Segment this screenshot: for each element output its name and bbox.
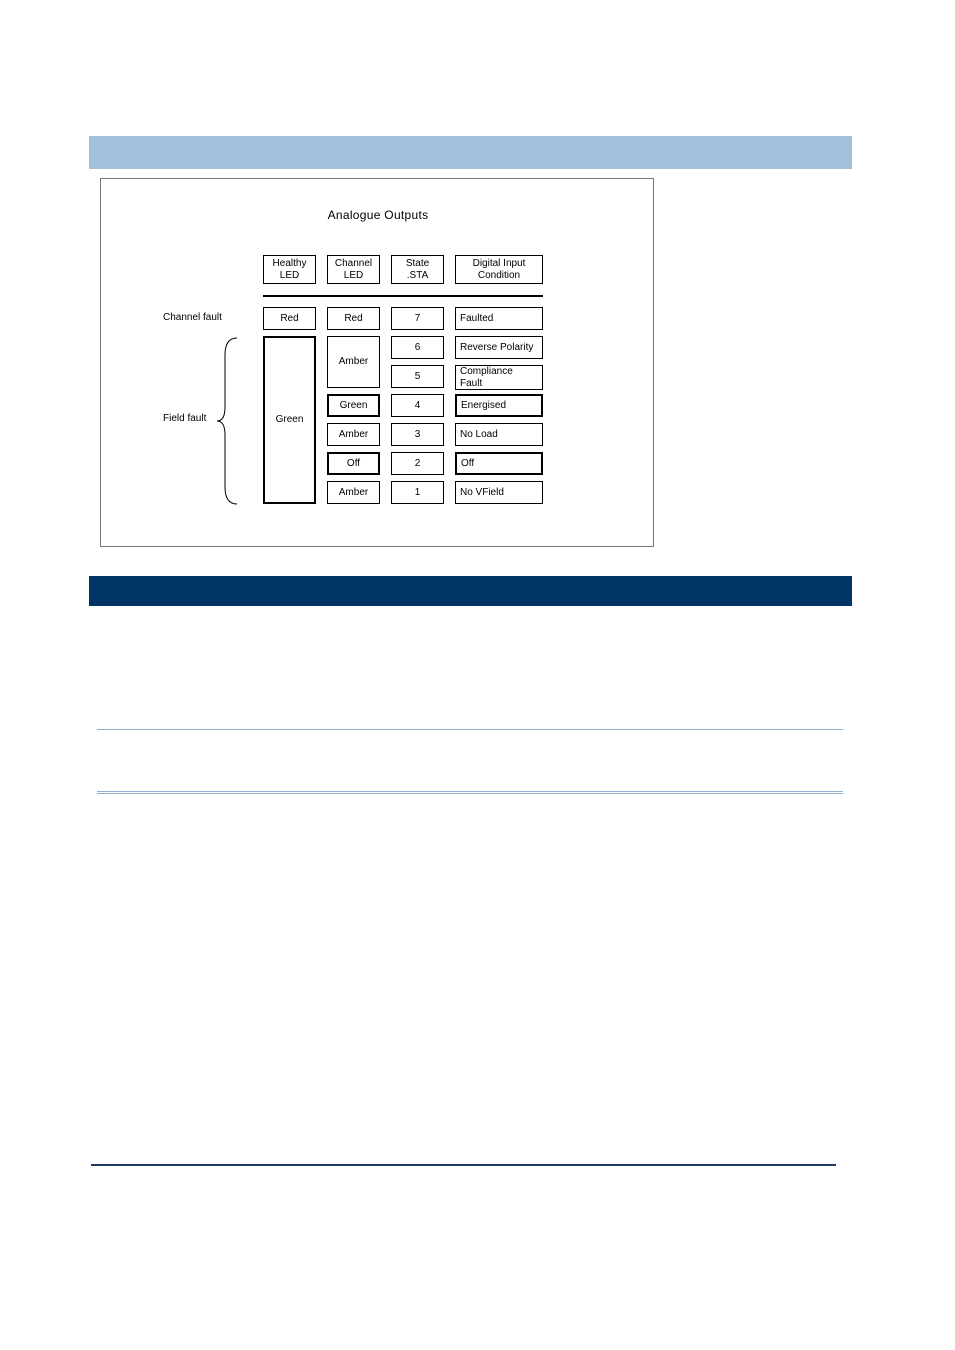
condition-energised: Energised [455,394,543,417]
condition-no-vfield: No VField [455,481,543,504]
healthy-led-red: Red [263,307,316,330]
state-2: 2 [391,452,444,475]
footer-rule [91,1164,836,1166]
condition-reverse-polarity: Reverse Polarity [455,336,543,359]
state-6: 6 [391,336,444,359]
state-5: 5 [391,365,444,388]
analogue-outputs-figure [100,178,654,547]
condition-off: Off [455,452,543,475]
condition-faulted: Faulted [455,307,543,330]
header-state: State .STA [391,255,444,284]
label-field-fault: Field fault [163,413,207,424]
note-rule-bottom [97,791,843,794]
state-3: 3 [391,423,444,446]
header-digital-input-condition: Digital Input Condition [455,255,543,284]
channel-led-amber-1: Amber [327,481,380,504]
channel-led-amber-6-5: Amber [327,336,380,388]
header-divider [263,295,543,297]
state-7: 7 [391,307,444,330]
section-header-band [89,136,852,169]
healthy-led-green: Green [263,336,316,504]
channel-led-green: Green [327,394,380,417]
note-rule-top [97,729,843,730]
state-1: 1 [391,481,444,504]
state-4: 4 [391,394,444,417]
field-fault-brace [213,337,241,505]
header-healthy-led: Healthy LED [263,255,316,284]
header-channel-led: Channel LED [327,255,380,284]
condition-no-load: No Load [455,423,543,446]
channel-led-red: Red [327,307,380,330]
section-header-band-dark [89,576,852,606]
channel-led-off: Off [327,452,380,475]
label-channel-fault: Channel fault [163,312,222,323]
condition-compliance-fault: Compliance Fault [455,365,543,390]
figure-title: Analogue Outputs [327,208,429,222]
channel-led-amber-3: Amber [327,423,380,446]
